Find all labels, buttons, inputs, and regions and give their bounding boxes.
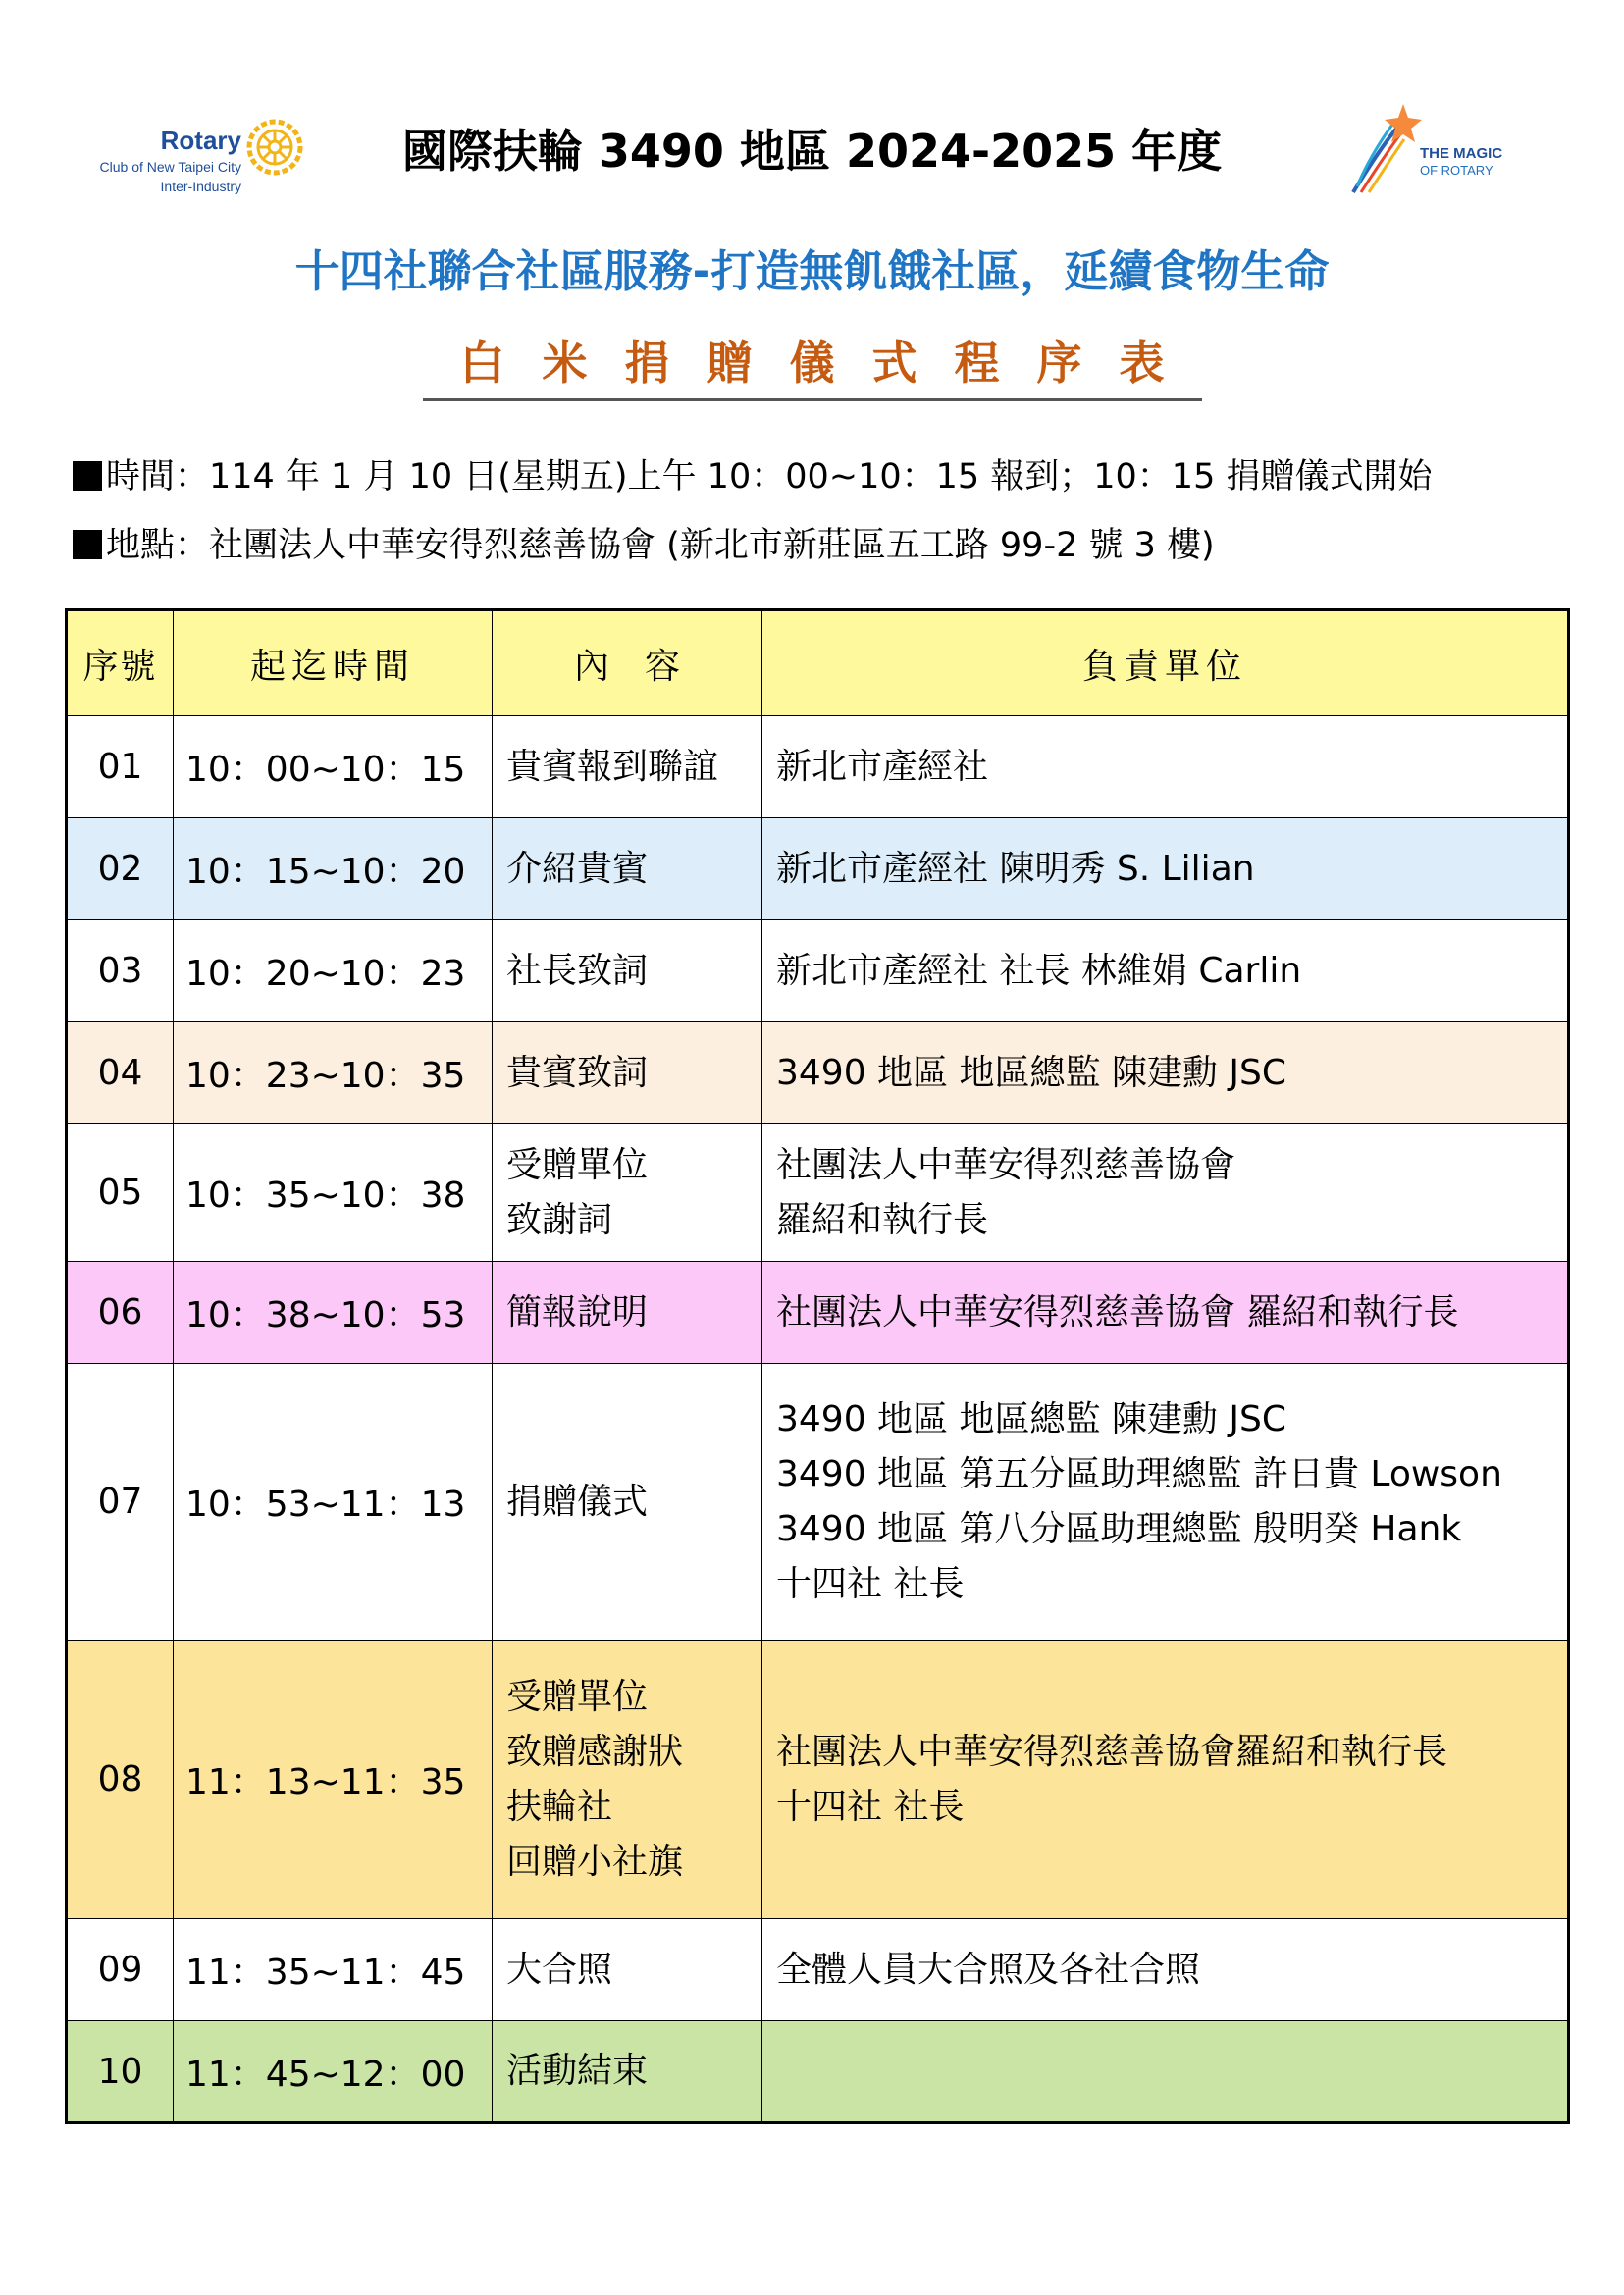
page-title: 國際扶輪 3490 地區 2024-2025 年度 — [401, 125, 1223, 178]
schedule-body — [67, 716, 1569, 2123]
row-unit — [762, 920, 1569, 1022]
row-content — [493, 818, 762, 920]
row-number: 02 — [67, 818, 174, 920]
row-number: 04 — [67, 1022, 174, 1124]
table-row — [67, 1124, 1569, 1262]
row-time: 10：53~11：13 — [174, 1364, 493, 1641]
row-unit — [762, 1262, 1569, 1364]
row-content-line: 簡報說明 — [506, 1291, 649, 1332]
row-content — [493, 1124, 762, 1262]
header-content: 內 容 — [493, 610, 762, 716]
row-content-line: 扶輪社 — [506, 1786, 613, 1827]
logo-rotary-text: Rotary — [160, 126, 241, 155]
row-unit-line: 社團法人中華安得烈慈善協會 羅紹和執行長 — [776, 1291, 1459, 1332]
table-row — [67, 1262, 1569, 1364]
row-time: 11：35~11：45 — [174, 1919, 493, 2021]
row-unit — [762, 1022, 1569, 1124]
row-number: 08 — [67, 1641, 174, 1919]
row-content — [493, 716, 762, 818]
row-unit — [762, 1641, 1569, 1919]
row-time: 10：00~10：15 — [174, 716, 493, 818]
event-place-line — [73, 518, 1215, 567]
row-number: 01 — [67, 716, 174, 818]
row-unit-line: 新北市產經社 陳明秀 S. Lilian — [776, 848, 1255, 889]
row-content — [493, 1641, 762, 1919]
row-content-line: 捐贈儀式 — [506, 1481, 649, 1522]
logo-magic-line1: THE MAGIC — [1420, 145, 1503, 162]
row-unit — [762, 1919, 1569, 2021]
row-unit-line: 新北市產經社 社長 林維娟 Carlin — [776, 950, 1302, 991]
square-bullet-icon — [73, 461, 102, 491]
row-number: 06 — [67, 1262, 174, 1364]
row-unit-line: 全體人員大合照及各社合照 — [776, 1949, 1201, 1990]
header-time: 起迄時間 — [174, 610, 493, 716]
logo-club-subname: Inter-Industry — [160, 179, 241, 194]
table-header-row — [67, 610, 1569, 716]
row-content-line: 受贈單位 — [506, 1676, 649, 1717]
row-number: 07 — [67, 1364, 174, 1641]
table-row — [67, 1641, 1569, 1919]
row-time: 10：15~10：20 — [174, 818, 493, 920]
event-place: 地點：社團法人中華安得烈慈善協會 (新北市新莊區五工路 99-2 號 3 樓) — [106, 526, 1215, 565]
row-time: 11：45~12：00 — [174, 2021, 493, 2123]
row-unit-line: 3490 地區 第八分區助理總監 殷明癸 Hank — [776, 1508, 1462, 1549]
program-title-container — [0, 328, 1624, 401]
header-unit: 負責單位 — [762, 610, 1569, 716]
row-content-line: 介紹貴賓 — [506, 848, 649, 889]
table-row — [67, 716, 1569, 818]
program-title: 白米捐贈儀式程序表 — [423, 328, 1202, 401]
row-unit-line: 十四社 社長 — [776, 1786, 965, 1827]
row-content — [493, 1262, 762, 1364]
row-unit-line: 羅紹和執行長 — [776, 1199, 989, 1240]
row-time: 10：23~10：35 — [174, 1022, 493, 1124]
row-unit — [762, 2021, 1569, 2123]
row-time: 10：38~10：53 — [174, 1262, 493, 1364]
row-content — [493, 1919, 762, 2021]
row-time: 11：13~11：35 — [174, 1641, 493, 1919]
event-time: 時間：114 年 1 月 10 日(星期五)上午 10：00~10：15 報到；10：15 捐贈儀式開始 — [106, 457, 1433, 496]
row-content-line: 活動結束 — [506, 2051, 649, 2091]
row-unit-line: 3490 地區 地區總監 陳建勳 JSC — [776, 1398, 1286, 1439]
row-content — [493, 1022, 762, 1124]
table-row — [67, 920, 1569, 1022]
row-content-line: 受贈單位 — [506, 1144, 649, 1185]
schedule-table — [65, 608, 1570, 2124]
row-time: 10：35~10：38 — [174, 1124, 493, 1262]
row-number: 10 — [67, 2021, 174, 2123]
row-unit-line: 3490 地區 地區總監 陳建勳 JSC — [776, 1052, 1286, 1093]
row-number: 05 — [67, 1124, 174, 1262]
header-no: 序號 — [67, 610, 174, 716]
table-row — [67, 2021, 1569, 2123]
row-content-line: 貴賓報到聯誼 — [506, 746, 719, 787]
row-content — [493, 2021, 762, 2123]
table-row — [67, 818, 1569, 920]
event-subtitle: 十四社聯合社區服務-打造無飢餓社區，延續食物生命 — [294, 245, 1330, 297]
row-content — [493, 1364, 762, 1641]
row-number: 03 — [67, 920, 174, 1022]
row-content — [493, 920, 762, 1022]
row-time: 10：20~10：23 — [174, 920, 493, 1022]
table-row — [67, 1022, 1569, 1124]
square-bullet-icon — [73, 530, 102, 559]
row-unit-line: 3490 地區 第五分區助理總監 許日貴 Lowson — [776, 1453, 1502, 1494]
row-content-line: 貴賓致詞 — [506, 1052, 649, 1093]
row-content-line: 大合照 — [506, 1949, 613, 1990]
row-unit — [762, 1124, 1569, 1262]
row-content-line: 致謝詞 — [506, 1199, 613, 1240]
row-number: 09 — [67, 1919, 174, 2021]
logo-club-name: Club of New Taipei City — [99, 159, 241, 175]
row-unit — [762, 818, 1569, 920]
table-row — [67, 1919, 1569, 2021]
row-content-line: 回贈小社旗 — [506, 1841, 684, 1882]
row-unit-line: 十四社 社長 — [776, 1563, 965, 1604]
row-unit — [762, 716, 1569, 818]
row-unit-line: 社團法人中華安得烈慈善協會 — [776, 1144, 1236, 1185]
row-unit-line: 新北市產經社 — [776, 746, 989, 787]
event-time-line — [73, 449, 1432, 498]
row-unit-line: 社團法人中華安得烈慈善協會羅紹和執行長 — [776, 1731, 1448, 1772]
logo-magic-line2: OF ROTARY — [1420, 163, 1493, 178]
row-content-line: 社長致詞 — [506, 950, 649, 991]
row-content-line: 致贈感謝狀 — [506, 1731, 684, 1772]
table-row — [67, 1364, 1569, 1641]
row-unit — [762, 1364, 1569, 1641]
